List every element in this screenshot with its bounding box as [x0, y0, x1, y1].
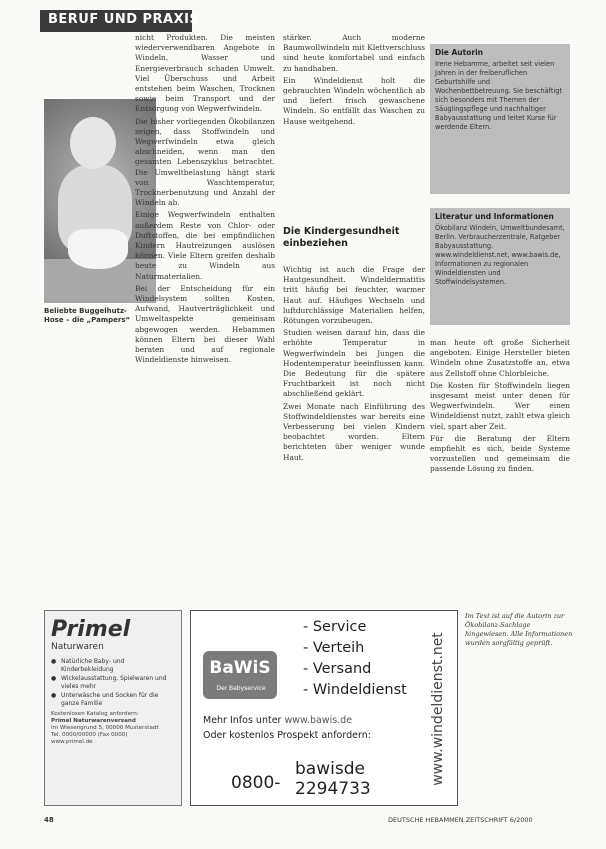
article-column-3 [430, 338, 570, 550]
author-box-title: Die Autorin [435, 48, 483, 57]
bawis-vertical-url[interactable] [427, 619, 449, 799]
paragraph: Ein Windeldienst holt die gebrauchten Windeln wöchentlich ab und liefert frisch gewaschene Windeln. So entfällt das Waschen zu Hause weitgehend. [283, 75, 425, 126]
photo-diaper [68, 229, 128, 269]
primel-logo: Primel [51, 617, 131, 642]
literature-box-text: Ökobilanz Windeln, Umweltbundesamt, Berlin. Verbraucherzentrale, Ratgeber Babyausstattung. www.windeldienst.net, www.bawis.de, Informationen zu regionalen Windeldiensten und Stoffwindelsystemen. [435, 224, 565, 286]
author-box [430, 44, 570, 194]
primel-web[interactable]: www.primel.de [51, 739, 93, 745]
literature-box-title: Literatur und Informationen [435, 212, 554, 221]
publication-title: DEUTSCHE HEBAMMEN ZEITSCHRIFT 6/2000 [388, 816, 533, 824]
page-number: 48 [44, 816, 54, 824]
primel-item: ● Unterwäsche und Socken für die ganze Familie [51, 692, 175, 707]
bawis-services [303, 617, 407, 701]
primel-request: Kostenlosen Katalog anfordern: [51, 711, 139, 717]
paragraph: Die bisher vorliegenden Ökobilanzen zeigen, dass Stoffwindeln und Wegwerfwindeln etwa gleich abschneiden, wenn man den gesamten Lebenszyklus betrachtet. Die Umweltbelastung hängt stark von Waschtemperatur, Trocknerbenutzung und Anzahl der Windeln ab. [135, 116, 275, 208]
primel-item: ● Wickelausstattung, Spielwaren und vieles mehr [51, 675, 175, 690]
bawis-phone-word: bawisde [295, 759, 365, 779]
photo-baby-head [70, 117, 116, 169]
literature-box [430, 208, 570, 325]
bawis-tagline: Der Babyservice [216, 685, 266, 692]
primel-address: Im Wiesengrund 5, 00000 Musterstadt [51, 725, 159, 731]
primel-company: Primel Naturwarenversand [51, 718, 136, 724]
article-column-2b [283, 265, 425, 550]
primel-item: ● Natürliche Baby- und Kinderbekleidung [51, 658, 175, 673]
bawis-vertical-text: www.windeldienst.net [430, 632, 446, 786]
primel-contact [51, 711, 175, 746]
paragraph: Bei der Entscheidung für ein Windelsystem sollten Kosten, Aufwand, Hautverträglichkeit und Umweltaspekte gemeinsam abgewogen werden. Hebammen können Eltern bei dieser Wahl beraten und auf regionale Windeldienste hinweisen. [135, 283, 275, 365]
bawis-service-item: - Service [303, 619, 367, 635]
primel-phone: Tel. 0000/00000 (Fax 0000) [51, 732, 128, 738]
article-subheading: Die Kindergesundheit einbeziehen [283, 226, 400, 249]
paragraph: Studien weisen darauf hin, dass die erhöhte Temperatur in Wegwerfwindeln bei Jungen die Hodentemperatur beeinflussen kann. Die Bedeutung für die spätere Fruchtbarkeit ist noch nicht abschließend geklärt. [283, 328, 425, 399]
article-column-2 [283, 33, 425, 221]
bawis-service-item: - Windeldienst [303, 682, 407, 698]
bawis-info [203, 713, 371, 743]
bawis-info-line2: Oder kostenlos Prospekt anfordern: [203, 730, 371, 741]
article-column-1 [135, 33, 275, 550]
bawis-service-item: - Versand [303, 661, 372, 677]
bawis-info-prefix: Mehr Infos unter [203, 715, 285, 726]
bawis-logo: BaWiS [203, 651, 277, 699]
editorial-note: Im Text ist auf die Autorin zur Ökobilanz-Sachlage hingewiesen. Alle Informationen wurden sorgfältig geprüft. [465, 612, 573, 647]
paragraph: Zwei Monate nach Einführung des Stoffwindeldienstes war bereits eine Verbesserung bei vielen Kindern beobachtet worden. Eltern berichteten über weniger wunde Haut. [283, 401, 425, 462]
primel-subtitle: Naturwaren [51, 642, 104, 652]
photo-caption: Beliebte Buggelhutz-Hose – die „Pampers“ [44, 307, 131, 324]
paragraph: Einige Wegwerfwindeln enthalten außerdem Reste von Chlor- oder Duftstoffen, die bei empfindlichen Kindern Hautreizungen auslösen können. Viele Eltern greifen deshalb heute zu Windeln aus Naturmaterialien. [135, 210, 275, 281]
author-box-text: Irene Hebamme, arbeitet seit vielen Jahren in der freiberuflichen Geburtshilfe und Wochenbettbetreuung. Sie beschäftigt sich besonders mit Themen der Säuglingspflege und nachhaltiger Babyausstattung und leitet Kurse für werdende Eltern. [435, 60, 563, 131]
paragraph: man heute oft große Sicherheit angeboten. Einige Hersteller bieten Windeln ohne Zusatzstoffe an, etwa aus Zellstoff ohne Chlorbleiche. [430, 338, 570, 378]
section-title: BERUF UND PRAXIS [48, 12, 200, 27]
bawis-advertisement[interactable] [190, 610, 458, 806]
primel-advertisement[interactable] [44, 610, 182, 806]
bawis-web-link[interactable]: www.bawis.de [284, 715, 353, 726]
paragraph: nicht Produkten. Die meisten wiederverwendbaren Angebote in Windeln, Wasser und Energieverbrauch schaden Umwelt. Viel Überschuss und Arbeit entstehen beim Waschen, Trocknen sowie beim Transport und der Entsorgung von Wegwerfwindeln. [135, 33, 275, 114]
bawis-phone-number: 2294733 [295, 779, 371, 799]
paragraph: Für die Beratung der Eltern empfiehlt es sich, beide Systeme vorzustellen und gemeinsam die passende Lösung zu finden. [430, 433, 570, 474]
paragraph: Wichtig ist auch die Frage der Hautgesundheit. Windeldermatitis tritt häufig bei feuchter, warmer Haut auf. Häufiges Wechseln und luftdurchlässige Materialien helfen, Rötungen vorzubeugen. [283, 265, 425, 326]
bawis-phone-prefix: 0800- [231, 773, 281, 793]
paragraph: Die Kosten für Stoffwindeln liegen insgesamt meist unter denen für Wegwerfwindeln. Wer einen Windeldienst nutzt, zahlt etwa gleich viel, spart aber Zeit. [430, 380, 570, 431]
paragraph: stärker. Auch moderne Baumwollwindeln mit Klettverschluss sind heute komfortabel und einfach zu handhaben. [283, 33, 425, 73]
bawis-service-item: - Verteih [303, 640, 365, 656]
